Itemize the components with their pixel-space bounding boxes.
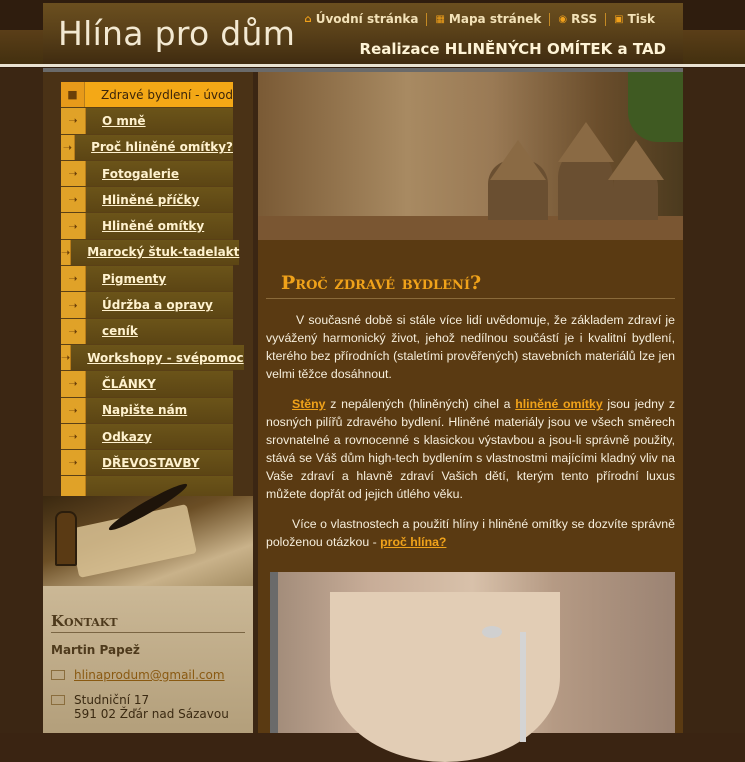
article-paragraph-2	[266, 395, 675, 503]
home-icon: ⌂	[304, 13, 312, 25]
menu-item-clanky[interactable]	[61, 371, 233, 397]
link-hlinene-omitky[interactable]: hliněné omítky	[515, 397, 603, 411]
menu-item-proc-hlinene-omitky[interactable]	[61, 135, 233, 161]
menu-item-cenik[interactable]	[61, 319, 233, 345]
header-divider	[0, 64, 745, 67]
menu-item-label: Pigmenty	[86, 266, 233, 291]
article-heading: Proč zdravé bydlení?	[266, 272, 675, 299]
para2-text-b: jsou jedny z nosných pilířů zdravého bydlení. Hliněné materiály jsou ve všech směrech srovnatelné a rovnocenné s klasickou výstavbou a jsou-li správně použity, stává se Váš dům high-tech bydlením s vlastnostmi majícími kladný vliv na Vaše zdraví a hlavně zdraví Vašich dětí, kterým tento přírodní luxus můžete dopřát od jejich útlého věku.	[266, 397, 675, 501]
main-content	[258, 72, 683, 733]
menu-item-label: Odkazy	[86, 424, 233, 449]
address-icon	[51, 695, 65, 705]
hero-roof	[558, 122, 614, 162]
menu-item-workshopy[interactable]	[61, 345, 244, 371]
contact-email-line	[51, 668, 245, 682]
photo-shower-head	[482, 626, 502, 638]
top-nav-label: Úvodní stránka	[315, 12, 419, 26]
menu-item-fotogalerie[interactable]	[61, 161, 233, 187]
site-title[interactable]: Hlína pro dům	[58, 14, 296, 53]
contact-address	[74, 693, 229, 721]
arrow-right-icon: ➝	[61, 108, 86, 133]
menu-item-zdrave-bydleni[interactable]	[61, 82, 233, 108]
article-paragraph-1: V současné době si stále více lidí uvědomuje, že základem zdraví je vyvážený harmonický život, jehož nedílnou součástí je i kvalitní bydlení, kterého bez přírodních (staletími prověřených) stavebních materiálů lze jen velmi těžce dosáhnout.	[266, 313, 675, 381]
contact-box	[43, 586, 253, 733]
menu-item-label: Proč hliněné omítky?	[75, 135, 233, 160]
menu-item-label: Zdravé bydlení - úvod	[85, 82, 233, 107]
menu-item-label: O mně	[86, 108, 233, 133]
hero-image	[258, 72, 683, 240]
menu-item-label: ceník	[86, 319, 233, 344]
top-nav	[297, 12, 663, 26]
top-nav-label: RSS	[571, 12, 598, 26]
menu-item-hlinene-omitky[interactable]	[61, 213, 233, 239]
top-nav-label: Mapa stránek	[448, 12, 542, 26]
arrow-right-icon: ➝	[61, 345, 71, 370]
menu-item-label: Hliněné omítky	[86, 213, 233, 238]
arrow-right-icon: ➝	[61, 371, 86, 396]
arrow-right-icon: ➝	[61, 213, 86, 238]
hero-roof	[490, 140, 546, 180]
menu-item-udrzba[interactable]	[61, 292, 233, 318]
menu-item-napiste-nam[interactable]	[61, 398, 233, 424]
lantern-illustration	[55, 511, 77, 566]
arrow-right-icon: ➝	[61, 398, 86, 423]
menu-item-pigmenty[interactable]	[61, 266, 233, 292]
menu-item-drevostavby[interactable]	[61, 450, 233, 476]
arrow-right-icon: ➝	[61, 187, 86, 212]
contact-name: Martin Papež	[51, 643, 140, 657]
menu-item-label: Fotogalerie	[86, 161, 233, 186]
menu-item-label: Údržba a opravy	[86, 292, 233, 317]
rss-icon: ◉	[558, 13, 568, 25]
sidebar-decorative-image	[43, 496, 253, 586]
top-nav-rss[interactable]	[550, 12, 605, 26]
menu-item-label: Marocký štuk-tadelakt	[71, 240, 239, 265]
link-proc-hlina[interactable]: proč hlína?	[380, 535, 447, 549]
top-nav-label: Tisk	[627, 12, 655, 26]
menu-item-label: Workshopy - svépomoc	[71, 345, 243, 370]
print-icon: ▣	[614, 13, 624, 25]
sidebar	[43, 72, 253, 733]
arrow-right-icon: ➝	[61, 450, 86, 475]
menu-item-label: Hliněné příčky	[86, 187, 233, 212]
arrow-right-icon: ➝	[61, 135, 75, 160]
hero-roof	[608, 140, 664, 180]
menu-item-o-mne[interactable]	[61, 108, 233, 134]
menu-item-odkazy[interactable]	[61, 424, 233, 450]
menu-item-label: ČLÁNKY	[86, 371, 233, 396]
article-photo	[270, 572, 675, 733]
menu-item-label: Napište nám	[86, 398, 233, 423]
contact-address-line	[51, 693, 245, 721]
bullet-icon: ■	[61, 82, 85, 107]
contact-title: Kontakt	[51, 612, 245, 633]
arrow-right-icon: ➝	[61, 161, 86, 186]
photo-tile-edge	[270, 572, 278, 733]
arrow-right-icon: ➝	[61, 292, 86, 317]
para3-text: Více o vlastnostech a použití hlíny i hliněné omítky se dozvíte správně položenou otázkou -	[266, 517, 675, 549]
menu-item-hlinene-pricky[interactable]	[61, 187, 233, 213]
envelope-icon	[51, 670, 65, 680]
arrow-right-icon: ➝	[61, 240, 71, 265]
sitemap-icon: ▦	[435, 13, 445, 25]
address-street: Studniční 17	[74, 693, 150, 707]
address-city: 591 02 Žďár nad Sázavou	[74, 707, 229, 721]
arrow-right-icon: ➝	[61, 424, 86, 449]
site-subtitle: Realizace HLINĚNÝCH OMÍTEK a TAD	[359, 40, 666, 58]
top-nav-sitemap[interactable]	[427, 12, 549, 26]
contact-email-link[interactable]: hlinaprodum@gmail.com	[74, 668, 225, 682]
hero-tree	[628, 72, 683, 142]
top-nav-home[interactable]	[297, 12, 427, 26]
link-steny[interactable]: Stěny	[292, 397, 326, 411]
menu-item-marocky-stuk[interactable]	[61, 240, 240, 266]
arrow-right-icon: ➝	[61, 266, 86, 291]
top-nav-print[interactable]	[606, 12, 663, 26]
arrow-right-icon: ➝	[61, 319, 86, 344]
photo-shower-pipe	[520, 632, 526, 742]
article	[266, 272, 675, 551]
article-paragraph-3	[266, 515, 675, 551]
menu-item-label: DŘEVOSTAVBY	[86, 450, 233, 475]
sidebar-menu	[61, 82, 244, 503]
para2-text-a: z nepálených (hliněných) cihel a	[325, 397, 516, 411]
